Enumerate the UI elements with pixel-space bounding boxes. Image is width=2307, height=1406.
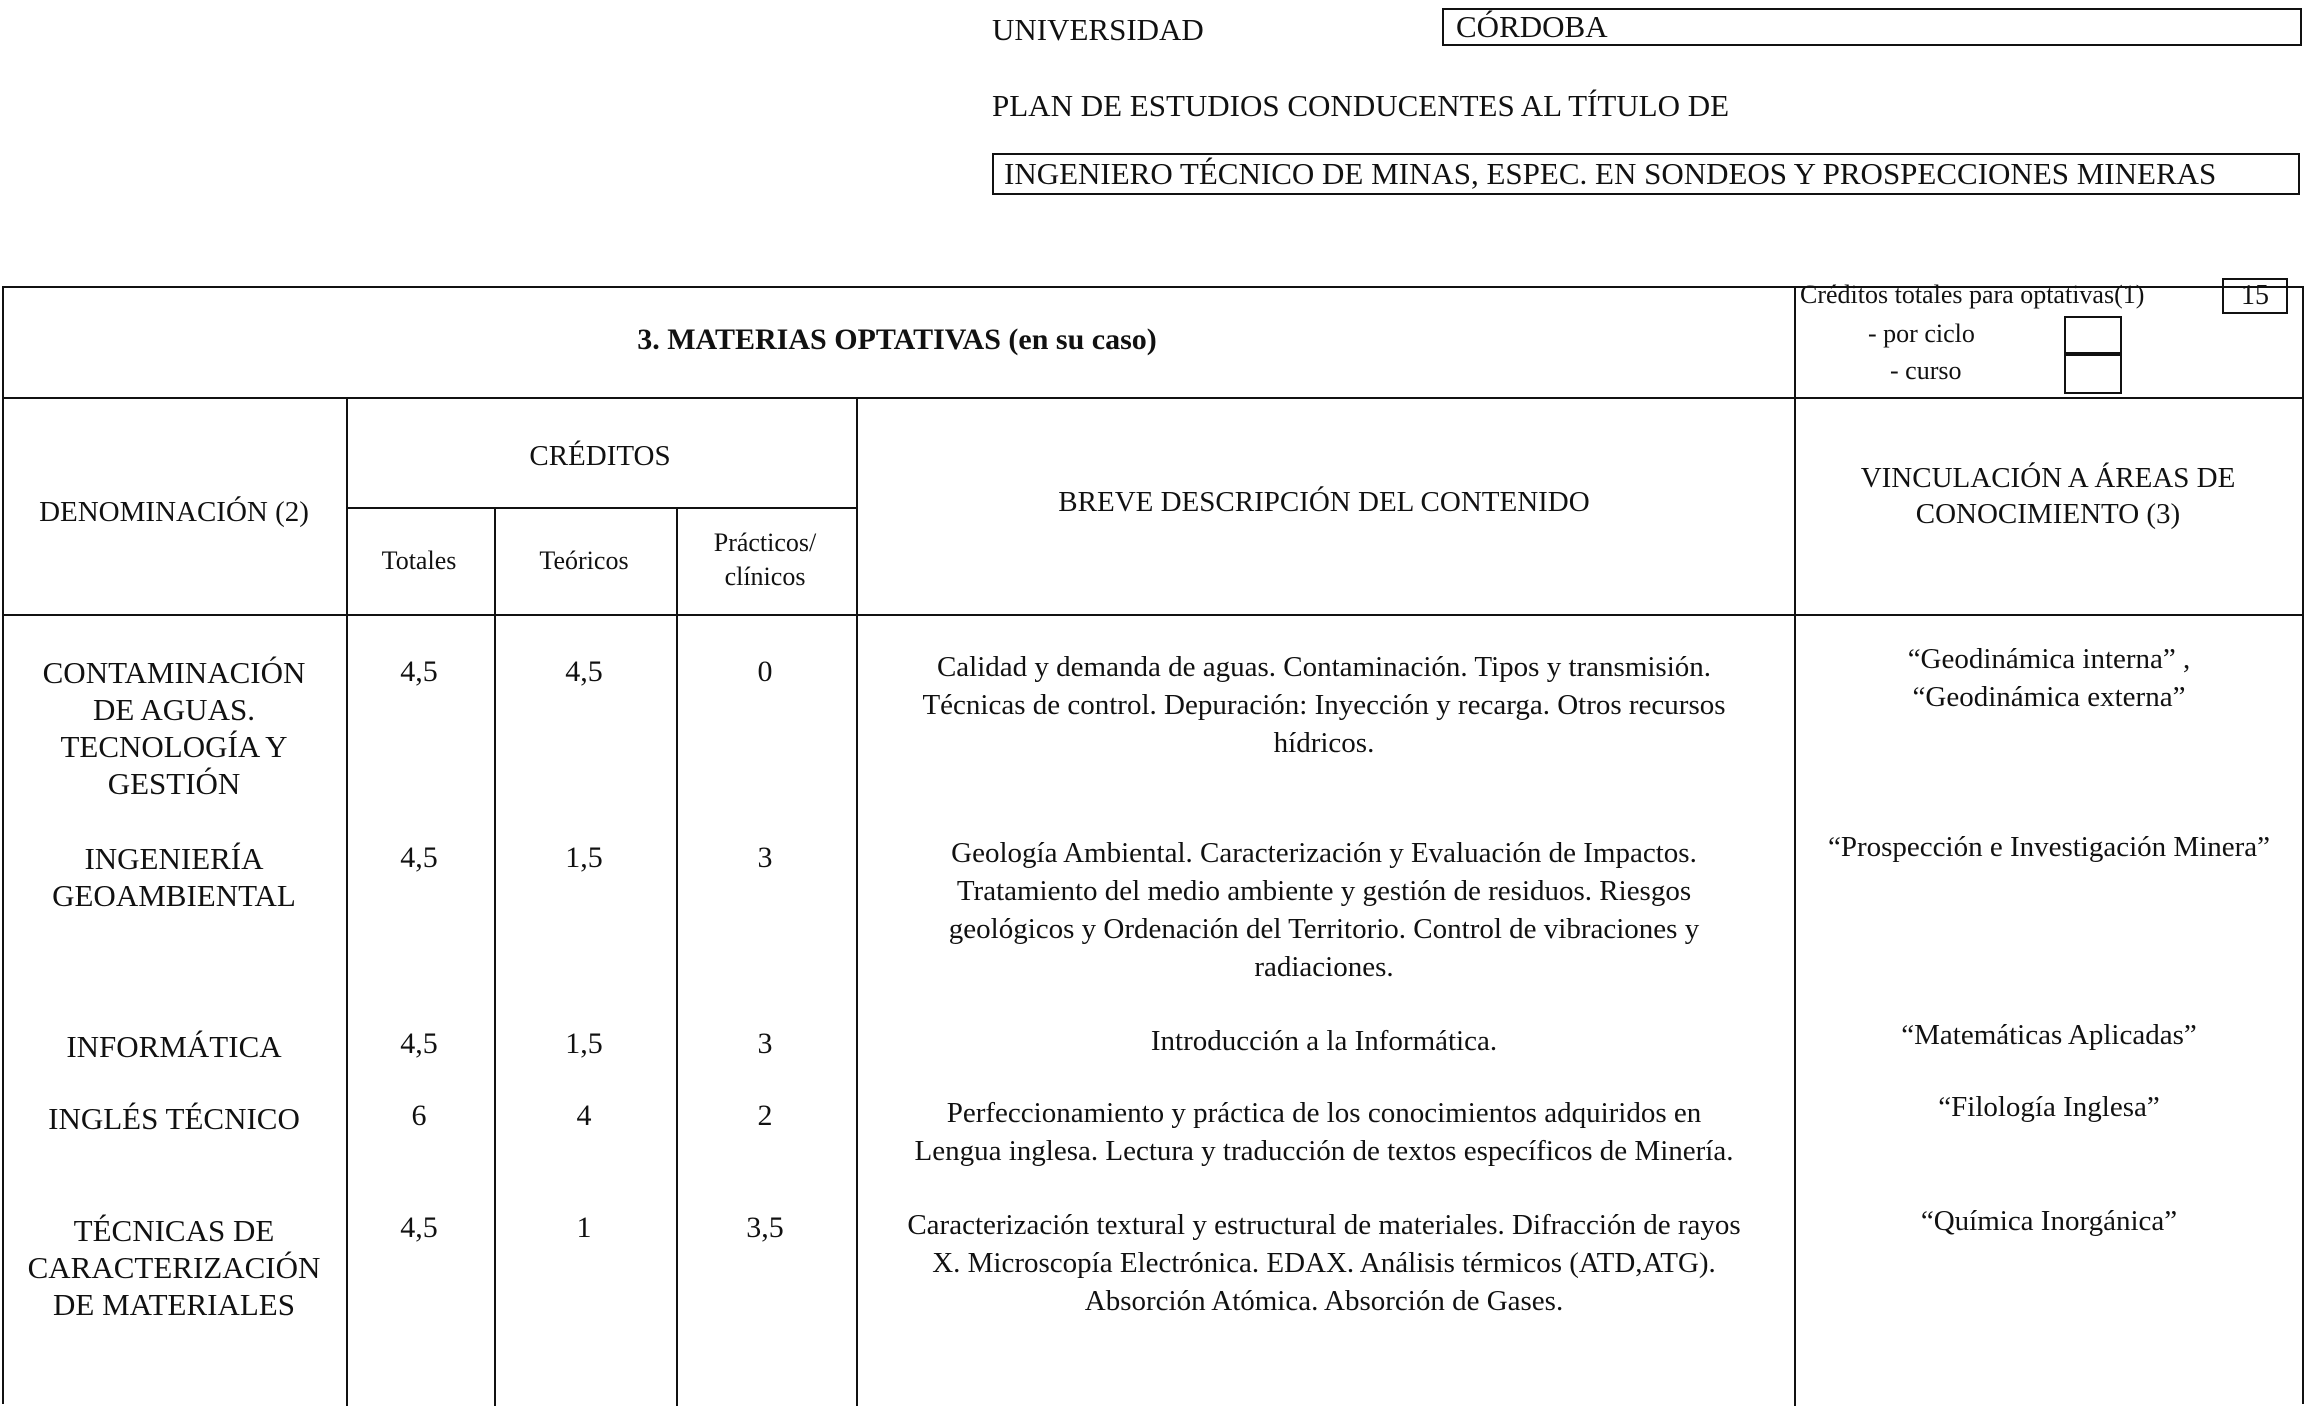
row-descripcion: Caracterización textural y estructural de materiales. Difracción de rayos X. Microscopía Electrónica. EDAX. Análisis térmicos (ATD,ATG). Absorción Atómica. Absorción de Gases.	[907, 1209, 1741, 1317]
col-vinculacion	[1794, 460, 2302, 532]
col-teoricos: Teóricos	[539, 546, 629, 575]
por-ciclo-label: - por ciclo	[1868, 319, 1975, 348]
col-vinculacion-line1: VINCULACIÓN A ÁREAS DE	[1860, 462, 2236, 494]
row-area: “Matemáticas Aplicadas”	[1901, 1019, 2197, 1051]
row-teoricos: 4	[576, 1099, 592, 1132]
row-descripcion: Geología Ambiental. Caracterización y Evaluación de Impactos. Tratamiento del medio ambiente y gestión de residuos. Riesgos geológicos y Ordenación del Territorio. Control de vibraciones y radiaciones.	[948, 837, 1700, 983]
universidad-label: UNIVERSIDAD	[992, 12, 1204, 47]
row-practicos: 2	[757, 1099, 773, 1132]
row-practicos: 3	[757, 841, 773, 874]
col-practicos-line2: clínicos	[724, 562, 806, 591]
universidad-field: CÓRDOBA	[1442, 8, 2302, 46]
row-totales: 4,5	[400, 1211, 438, 1244]
row-teoricos: 4,5	[565, 655, 603, 688]
creditos-totales-box: 15	[2222, 278, 2288, 314]
row-descripcion: Calidad y demanda de aguas. Contaminación. Tipos y transmisión. Técnicas de control. Depuración: Inyección y recarga. Otros recursos hídricos.	[922, 651, 1726, 759]
col-creditos: CRÉDITOS	[529, 440, 671, 472]
row-totales: 6	[411, 1099, 427, 1132]
col-descripcion: BREVE DESCRIPCIÓN DEL CONTENIDO	[1058, 486, 1590, 518]
row-name: INFORMÁTICA	[66, 1029, 282, 1064]
plan-label: PLAN DE ESTUDIOS CONDUCENTES AL TÍTULO DE	[992, 88, 1730, 123]
row-descripcion: Introducción a la Informática.	[1150, 1025, 1498, 1057]
col-practicos	[676, 526, 854, 594]
titulo-field: INGENIERO TÉCNICO DE MINAS, ESPEC. EN SONDEOS Y PROSPECCIONES MINERAS	[992, 153, 2300, 195]
col-practicos-line1: Prácticos/	[713, 528, 817, 557]
col-totales: Totales	[381, 546, 457, 575]
row-totales: 4,5	[400, 1027, 438, 1060]
curso-box	[2064, 354, 2122, 394]
row-practicos: 0	[757, 655, 773, 688]
row-area: “Prospección e Investigación Minera”	[1827, 831, 2271, 863]
col-denominacion: DENOMINACIÓN (2)	[39, 496, 309, 528]
row-totales: 4,5	[400, 841, 438, 874]
row-practicos: 3,5	[746, 1211, 784, 1244]
row-teoricos: 1	[576, 1211, 592, 1244]
row-totales: 4,5	[400, 655, 438, 688]
creditos-totales-label: Créditos totales para optativas(1)	[1800, 280, 2145, 309]
row-descripcion: Perfeccionamiento y práctica de los conocimientos adquiridos en Lengua inglesa. Lectura y traducción de textos específicos de Minería.	[914, 1097, 1734, 1167]
curso-label: - curso	[1890, 356, 1962, 385]
row-teoricos: 1,5	[565, 1027, 603, 1060]
row-name: INGENIERÍA GEOAMBIENTAL	[52, 841, 296, 913]
row-name: TÉCNICAS DE CARACTERIZACIÓN DE MATERIALES	[27, 1213, 321, 1322]
col-vinculacion-line2: CONOCIMIENTO (3)	[1915, 498, 2181, 530]
row-area: “Filología Inglesa”	[1938, 1091, 2160, 1123]
row-practicos: 3	[757, 1027, 773, 1060]
row-name: CONTAMINACIÓN DE AGUAS. TECNOLOGÍA Y GESTIÓN	[42, 655, 306, 801]
por-ciclo-box	[2064, 316, 2122, 354]
row-area: “Geodinámica interna” , “Geodinámica externa”	[1907, 643, 2191, 713]
row-area: “Química Inorgánica”	[1920, 1205, 2178, 1237]
row-teoricos: 1,5	[565, 841, 603, 874]
section-title: 3. MATERIAS OPTATIVAS (en su caso)	[637, 323, 1157, 356]
row-name: INGLÉS TÉCNICO	[48, 1101, 300, 1136]
